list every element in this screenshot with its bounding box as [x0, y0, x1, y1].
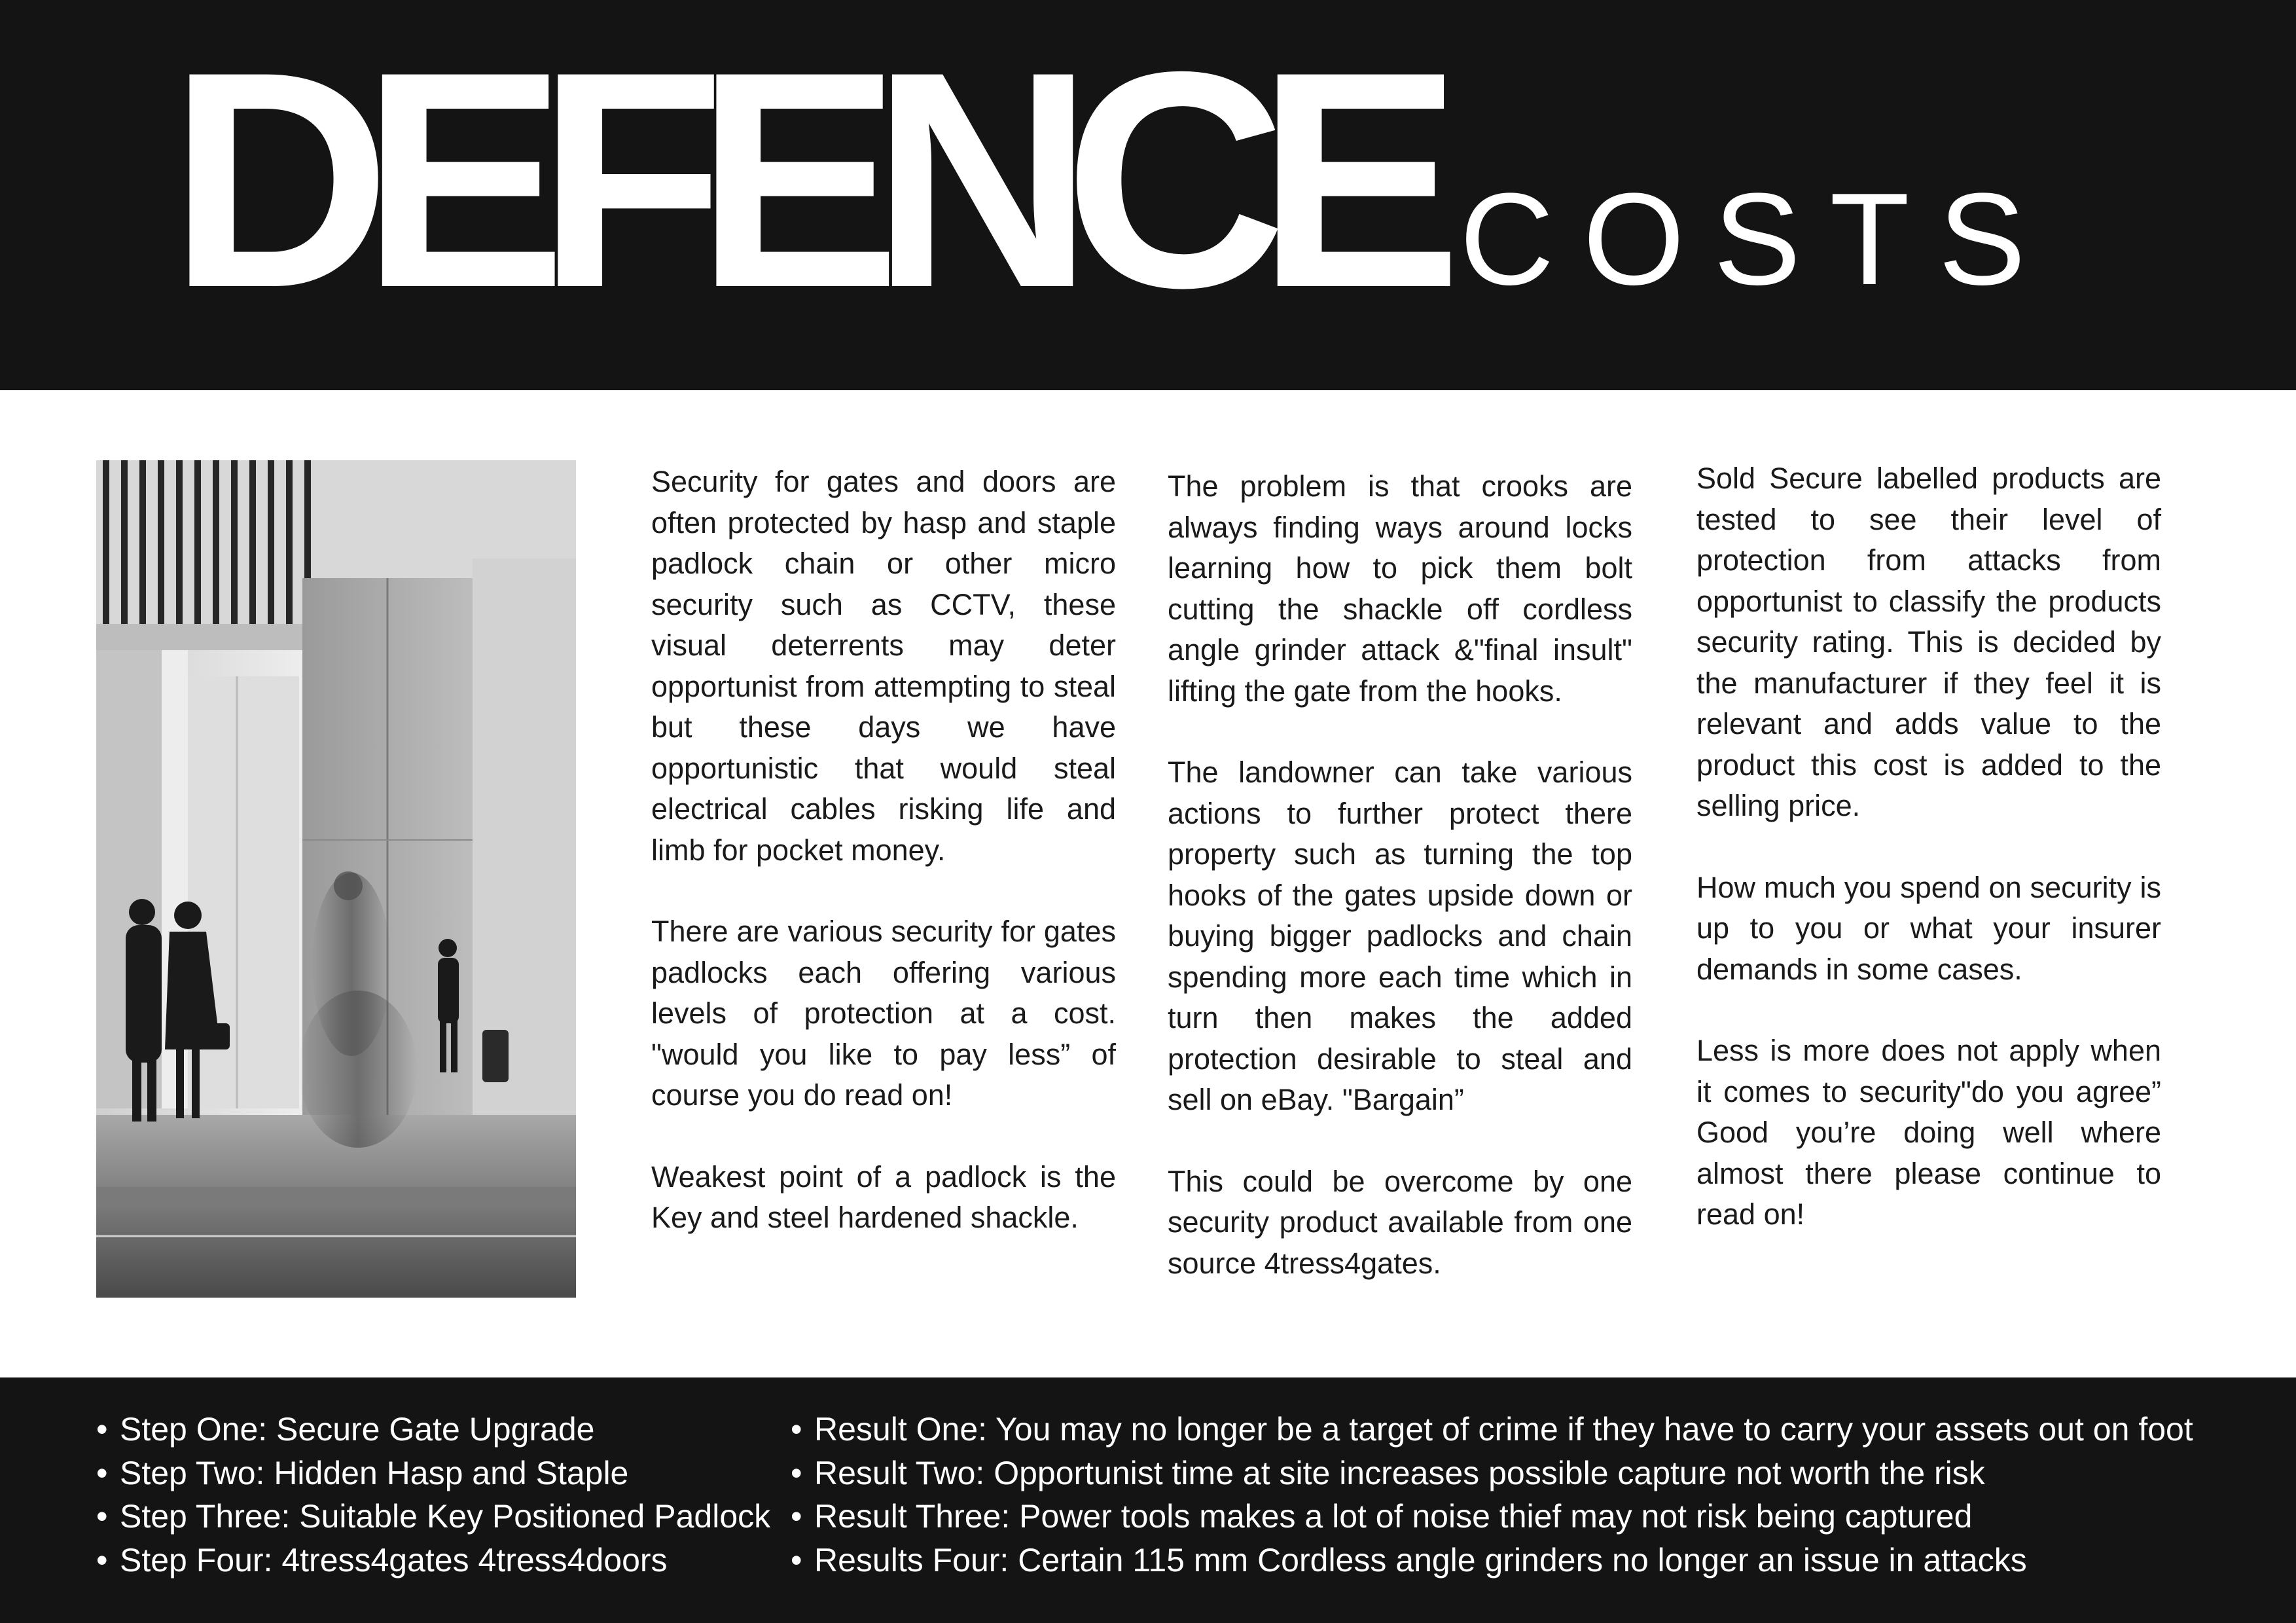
result-text: Result Two: Opportunist time at site increases possible capture not worth the risk — [814, 1454, 1985, 1491]
paragraph: The problem is that crooks are always finding ways around locks learning how to pick them bolt cutting the shackle off cordless angle grinder attack &"final insult" lifting the gate from the hooks. — [1168, 469, 1632, 708]
paragraph: Sold Secure labelled products are tested to see their level of protection from attacks from opportunist to classify the products security rating. This is decided by the manufacturer if they feel it is relevant and adds value to the product this cost is added to the selling price. — [1696, 462, 2161, 822]
bullet-icon: • — [791, 1541, 802, 1578]
text-column-3 — [1696, 458, 2161, 1276]
building-entrance-photo — [96, 460, 576, 1298]
step-text: Step Four: 4tress4gates 4tress4doors — [120, 1541, 668, 1578]
list-item — [96, 1451, 770, 1495]
bullet-icon: • — [791, 1411, 802, 1448]
list-item — [96, 1539, 770, 1582]
bullet-icon: • — [791, 1498, 802, 1535]
paragraph: This could be overcome by one security product available from one source 4tress4gates. — [1168, 1164, 1632, 1280]
bullet-icon: • — [96, 1541, 108, 1578]
header-banner — [0, 0, 2296, 390]
list-item — [96, 1408, 770, 1451]
paragraph: Less is more does not apply when it comes to security"do you agree” Good you’re doing well where almost there please continue to read on! — [1696, 1034, 2161, 1231]
paragraph: Weakest point of a padlock is the Key and steel hardened shackle. — [651, 1159, 1116, 1234]
list-item — [791, 1408, 2193, 1451]
step-text: Step Three: Suitable Key Positioned Padlock — [120, 1498, 771, 1535]
bullet-icon: • — [96, 1454, 108, 1491]
paragraph: How much you spend on security is up to you or what your insurer demands in some cases. — [1696, 870, 2161, 986]
step-text: Step Two: Hidden Hasp and Staple — [120, 1454, 629, 1491]
building-entrance-photo-icon — [96, 460, 576, 1298]
steps-list — [96, 1408, 770, 1582]
bullet-icon: • — [791, 1454, 802, 1491]
result-text: Result One: You may no longer be a target of crime if they have to carry your assets out on foot — [814, 1411, 2193, 1448]
paragraph: The landowner can take various actions to further protect there property such as turning the top hooks of the gates upside down or buying bigger padlocks and chain spending more each time which in turn then makes the added protection desirable to steal and sell on eBay. "Bargain” — [1168, 756, 1632, 1116]
list-item — [791, 1539, 2193, 1582]
list-item — [791, 1495, 2193, 1539]
result-text: Result Three: Power tools makes a lot of noise thief may not risk being captured — [814, 1498, 1973, 1535]
page-subtitle: COSTS — [1460, 166, 2054, 312]
results-list — [791, 1408, 2193, 1582]
bullet-icon: • — [96, 1411, 108, 1448]
paragraph: There are various security for gates padlocks each offering various levels of protection at a cost. "would you like to pay less” of course you do read on! — [651, 915, 1116, 1112]
result-text: Results Four: Certain 115 mm Cordless angle grinders no longer an issue in attacks — [814, 1541, 2027, 1578]
page-title: DEFENCE — [169, 8, 1433, 352]
paragraph: Security for gates and doors are often protected by hasp and staple padlock chain or other micro security such as CCTV, these visual deterrents may deter opportunist from attempting to steal but these days we have opportunistic that would steal electrical cables risking life and limb for pocket money. — [651, 465, 1116, 867]
list-item — [791, 1451, 2193, 1495]
text-column-1 — [651, 462, 1116, 1279]
step-text: Step One: Secure Gate Upgrade — [120, 1411, 595, 1448]
text-column-2 — [1168, 466, 1632, 1324]
list-item — [96, 1495, 770, 1539]
bullet-icon: • — [96, 1498, 108, 1535]
